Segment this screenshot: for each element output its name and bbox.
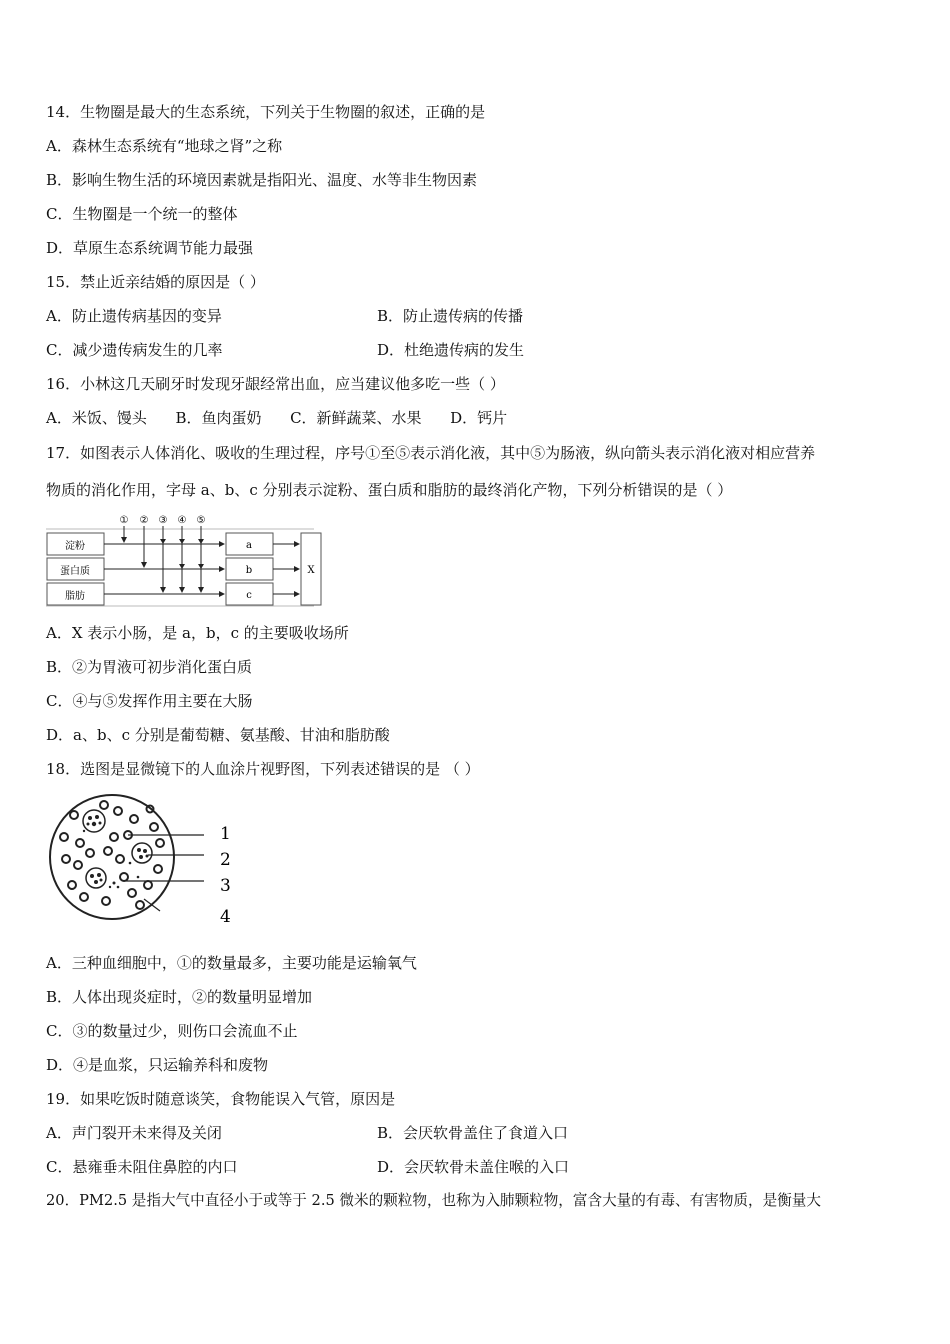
blood-label-1: 1 <box>220 824 231 844</box>
q20-stem: 20．PM2.5 是指大气中直径小于或等于 2.5 微米的颗粒物，也称为入肺颗粒物，富含大量的有毒、有害物质，是衡量大 <box>46 1192 821 1209</box>
q17-option-d: D．a、b、c 分别是葡萄糖、氨基酸、甘油和脂肪酸 <box>46 726 390 744</box>
q14-option-b: B．影响生物生活的环境因素就是指阳光、温度、水等非生物因素 <box>46 171 478 189</box>
blood-label-4: 4 <box>220 907 231 927</box>
q15-option-d: D．杜绝遗传病的发生 <box>377 341 525 359</box>
q18-option-b: B．人体出现炎症时，②的数量明显增加 <box>46 988 313 1006</box>
q19-option-b: B．会厌软骨盖住了食道入口 <box>377 1124 569 1142</box>
q17-stem-line1: 17．如图表示人体消化、吸收的生理过程，序号①至⑤表示消化液，其中⑤为肠液，纵向箭头表示消化液对相应营养 <box>46 444 816 462</box>
product-c: c <box>246 590 252 601</box>
q14-option-a: A．森林生态系统有“地球之肾”之称 <box>46 137 283 155</box>
q19-stem: 19．如果吃饭时随意谈笑，食物能误入气管，原因是 <box>46 1090 396 1108</box>
q14-option-d: D．草原生态系统调节能力最强 <box>46 239 254 257</box>
q14-stem: 14．生物圈是最大的生态系统，下列关于生物圈的叙述，正确的是 <box>46 103 486 121</box>
q18-option-c: C．③的数量过少，则伤口会流血不止 <box>46 1022 298 1040</box>
q15-option-c: C．减少遗传病发生的几率 <box>46 341 223 359</box>
organ-x-label: X <box>307 565 315 576</box>
q17-option-c: C．④与⑤发挥作用主要在大肠 <box>46 692 253 710</box>
juice-label-1: ① <box>119 515 129 526</box>
nutrient-fat: 脂肪 <box>65 591 85 602</box>
q17-stem-line2: 物质的消化作用，字母 a、b、c 分别表示淀粉、蛋白质和脂肪的最终消化产物，下列分析错误的是（ ） <box>46 481 733 499</box>
juice-label-2: ② <box>139 515 149 526</box>
q14-option-c: C．生物圈是一个统一的整体 <box>46 205 238 223</box>
q15-stem: 15．禁止近亲结婚的原因是（ ） <box>46 273 265 291</box>
q16-stem: 16．小林这几天刷牙时发现牙龈经常出血，应当建议他多吃一些（ ） <box>46 375 505 393</box>
blood-smear-diagram <box>44 793 244 931</box>
vertical-digestion-arrows <box>124 526 201 592</box>
product-a: a <box>246 540 252 551</box>
q19-option-c: C．悬雍垂未阻住鼻腔的内口 <box>46 1158 238 1176</box>
juice-label-3: ③ <box>158 515 168 526</box>
digestion-diagram <box>44 510 326 612</box>
q19-option-d: D．会厌软骨未盖住喉的入口 <box>377 1158 570 1176</box>
nutrient-starch: 淀粉 <box>65 541 85 552</box>
nutrient-protein: 蛋白质 <box>60 566 90 577</box>
q15-option-a: A．防止遗传病基因的变异 <box>46 307 222 325</box>
q15-option-b: B．防止遗传病的传播 <box>377 307 524 325</box>
blood-label-2: 2 <box>220 850 231 870</box>
q17-option-b: B．②为胃液可初步消化蛋白质 <box>46 658 253 676</box>
product-b: b <box>245 565 253 576</box>
juice-label-5: ⑤ <box>196 515 206 526</box>
q17-option-a: A．X 表示小肠，是 a，b，c 的主要吸收场所 <box>46 624 349 642</box>
q16-options: A．米饭、馒头 B．鱼肉蛋奶 C．新鲜蔬菜、水果 D．钙片 <box>46 409 508 427</box>
juice-label-4: ④ <box>177 515 187 526</box>
q18-stem: 18．选图是显微镜下的人血涂片视野图，下列表述错误的是 （ ） <box>46 760 480 778</box>
q18-option-d: D．④是血浆，只运输养科和废物 <box>46 1056 269 1074</box>
blood-label-3: 3 <box>220 876 231 896</box>
q18-option-a: A．三种血细胞中，①的数量最多，主要功能是运输氧气 <box>46 954 417 972</box>
q19-option-a: A．声门裂开未来得及关闭 <box>46 1124 222 1142</box>
